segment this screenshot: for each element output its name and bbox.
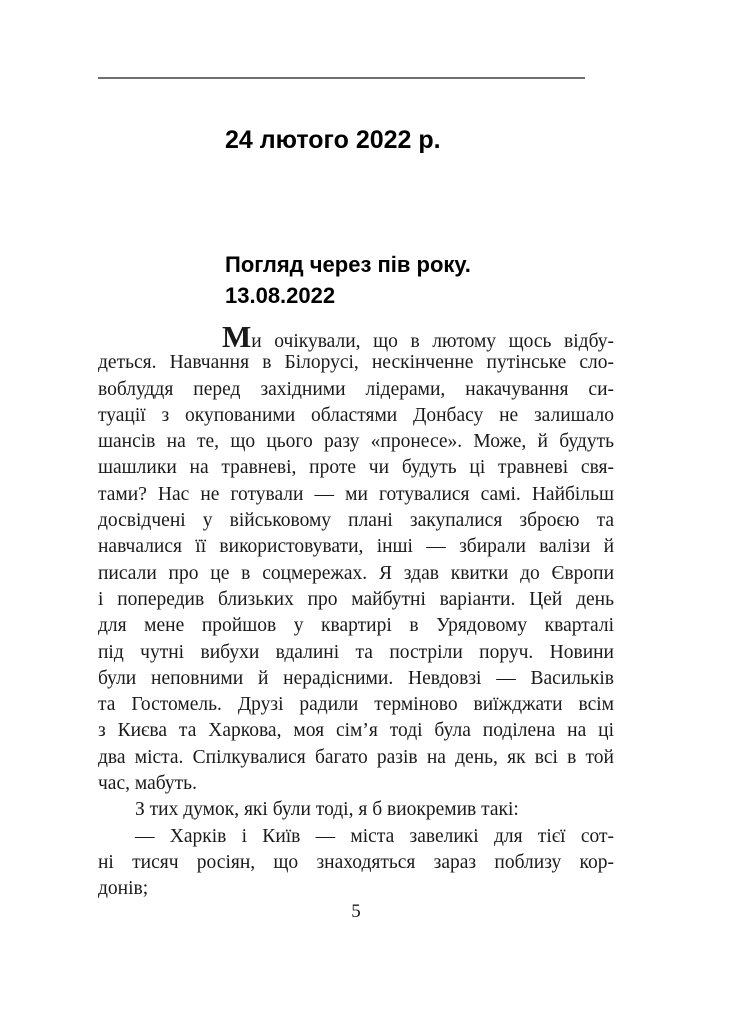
body-line: тами? Нас не готували — ми готувалися самі. Найбільш [98,483,614,505]
body-line: З тих думок, які були тоді, я б виокремив такі: [135,799,519,821]
body-line: для мене пройшов у квартирі в Урядовому кварталі [98,615,614,637]
body-text [98,319,614,903]
body-line: шашлики на травневі, проте чи будуть ці травневі свя- [98,457,614,479]
body-line: шансів на те, що цього разу «пронесе». Може, й будуть [98,431,614,453]
body-line-text: и очікували, що в лютому щось відбу- [251,331,614,352]
initial-letter: М [222,319,252,354]
body-line: під чутні вибухи вдалині та постріли поруч. Новини [98,641,614,663]
body-line: з Києва та Харкова, моя сім’я тоді була поділена на ці [98,720,614,742]
section-date: 13.08.2022 [225,283,336,308]
body-line: воблуддя перед західними лідерами, накачування си- [98,378,614,400]
section-heading [225,249,471,311]
body-line: досвідчені у військовому плані закупалися зброєю та [98,510,614,532]
body-line: були неповними й нерадісними. Невдовзі — Васильків [98,667,614,689]
body-line: писали про це в соцмережах. Я здав квитки до Європи [98,562,614,584]
body-line: два міста. Спілкувалися багато разів на день, як всі в той [98,746,614,768]
body-line [98,319,614,354]
body-line: і попередив близьких про майбутні варіанти. Цей день [98,588,614,610]
page-number: 5 [351,901,361,922]
body-line: донів; [98,878,149,900]
body-line: та Гостомель. Друзі радили терміново виїжджати всім [98,694,614,716]
body-line: деться. Навчання в Білорусі, нескінченне путінське сло- [98,352,614,374]
body-line: туації з окупованими областями Донбасу не залишало [98,404,614,426]
header-rule [98,77,585,79]
chapter-date-heading: 24 лютого 2022 р. [225,126,441,154]
body-line: час, мабуть. [98,773,197,795]
section-title: Погляд через пів року. [225,252,471,277]
body-line: — Харків і Київ — міста завеликі для тієї сот- [135,825,614,847]
body-line: ні тисяч росіян, що знаходяться зараз поблизу кор- [98,851,614,873]
body-line: навчалися її використовувати, інші — збирали валізи й [98,536,614,558]
